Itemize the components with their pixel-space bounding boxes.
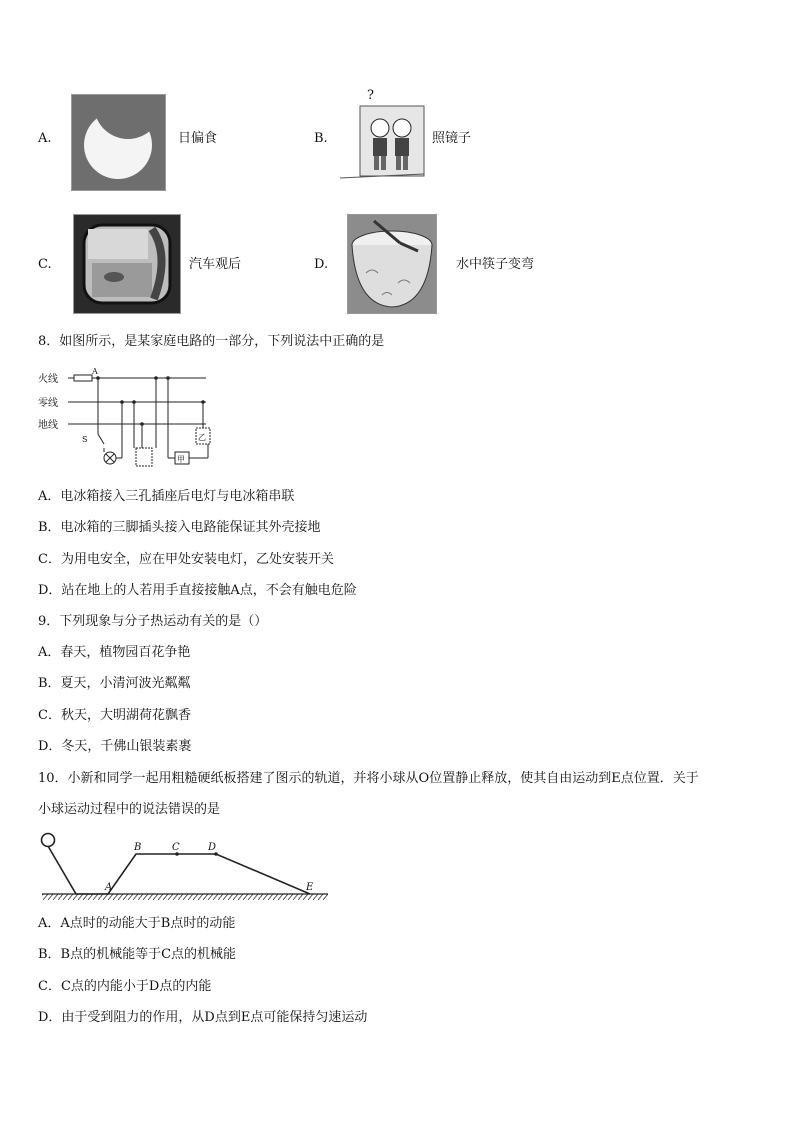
q7-option-a-caption: 日偏食 — [178, 131, 218, 146]
q10-option-c: C．C点的内能小于D点的内能 — [38, 979, 212, 994]
q7-option-c-letter: C. — [38, 257, 52, 272]
q7-option-a-letter: A. — [38, 131, 52, 146]
q8-option-c: C．为用电安全，应在甲处安装电灯，乙处安装开关 — [38, 552, 334, 567]
neutral-wire-label: 零线 — [38, 398, 58, 409]
q8-option-a: A．电冰箱接入三孔插座后电灯与电冰箱串联 — [38, 489, 295, 504]
partial-solar-eclipse-icon — [72, 95, 165, 190]
mirror-reflection-image — [340, 88, 426, 184]
chopstick-bowl-image — [347, 214, 437, 314]
box-jia-label: 甲 — [177, 455, 185, 464]
q7-option-d-caption: 水中筷子变弯 — [456, 257, 535, 272]
q10-option-d: D．由于受到阻力的作用，从D点到E点可能保持匀速运动 — [38, 1010, 368, 1025]
partial-solar-eclipse-image — [71, 94, 166, 191]
q7-option-b-caption: 照镜子 — [432, 131, 472, 146]
q9-stem: 9．下列现象与分子热运动有关的是（） — [38, 614, 268, 629]
point-e-label: E — [306, 882, 314, 893]
q10-stem-line1: 10．小新和同学一起用粗糙硬纸板搭建了图示的轨道，并将小球从O位置静止释放，使其自由运动到E点位置．关于 — [38, 771, 699, 786]
point-a-label: A — [105, 882, 113, 893]
q10-option-a: A．A点时的动能大于B点时的动能 — [38, 916, 236, 931]
ball-track-diagram — [38, 828, 338, 908]
rear-view-mirror-image — [73, 214, 181, 314]
rear-view-mirror-icon — [74, 215, 180, 313]
q10-option-b: B．B点的机械能等于C点的机械能 — [38, 947, 237, 962]
q10-stem-line2: 小球运动过程中的说法错误的是 — [38, 802, 221, 817]
ball-icon — [42, 834, 55, 847]
chopstick-bowl-icon — [348, 215, 436, 313]
q9-option-d: D．冬天，千佛山银装素裹 — [38, 739, 192, 754]
q8-option-d: D．站在地上的人若用手直接接触A点，不会有触电危险 — [38, 583, 357, 598]
point-a-label: A — [92, 367, 98, 376]
q8-option-b: B．电冰箱的三脚插头接入电路能保证其外壳接地 — [38, 520, 321, 535]
q9-option-b: B．夏天，小清河波光粼粼 — [38, 676, 191, 691]
live-wire-label: 火线 — [38, 374, 58, 385]
q9-option-c: C．秋天，大明湖荷花飘香 — [38, 708, 191, 723]
q7-option-c-caption: 汽车观后 — [189, 257, 242, 272]
q8-stem: 8．如图所示，是某家庭电路的一部分，下列说法中正确的是 — [38, 334, 385, 349]
switch-s-label: S — [82, 435, 88, 444]
point-c-label: C — [172, 842, 180, 853]
ground-wire-label: 地线 — [38, 420, 58, 431]
q7-option-b-letter: B. — [314, 131, 328, 146]
mirror-question-mark: ? — [367, 88, 374, 103]
box-yi-label: 乙 — [198, 433, 206, 442]
household-circuit-diagram — [38, 364, 218, 474]
q7-option-d-letter: D. — [314, 257, 329, 272]
point-b-label: B — [134, 842, 142, 853]
mirror-cartoon-icon — [340, 88, 426, 184]
point-d-label: D — [208, 842, 217, 853]
q9-option-a: A．春天，植物园百花争艳 — [38, 645, 191, 660]
